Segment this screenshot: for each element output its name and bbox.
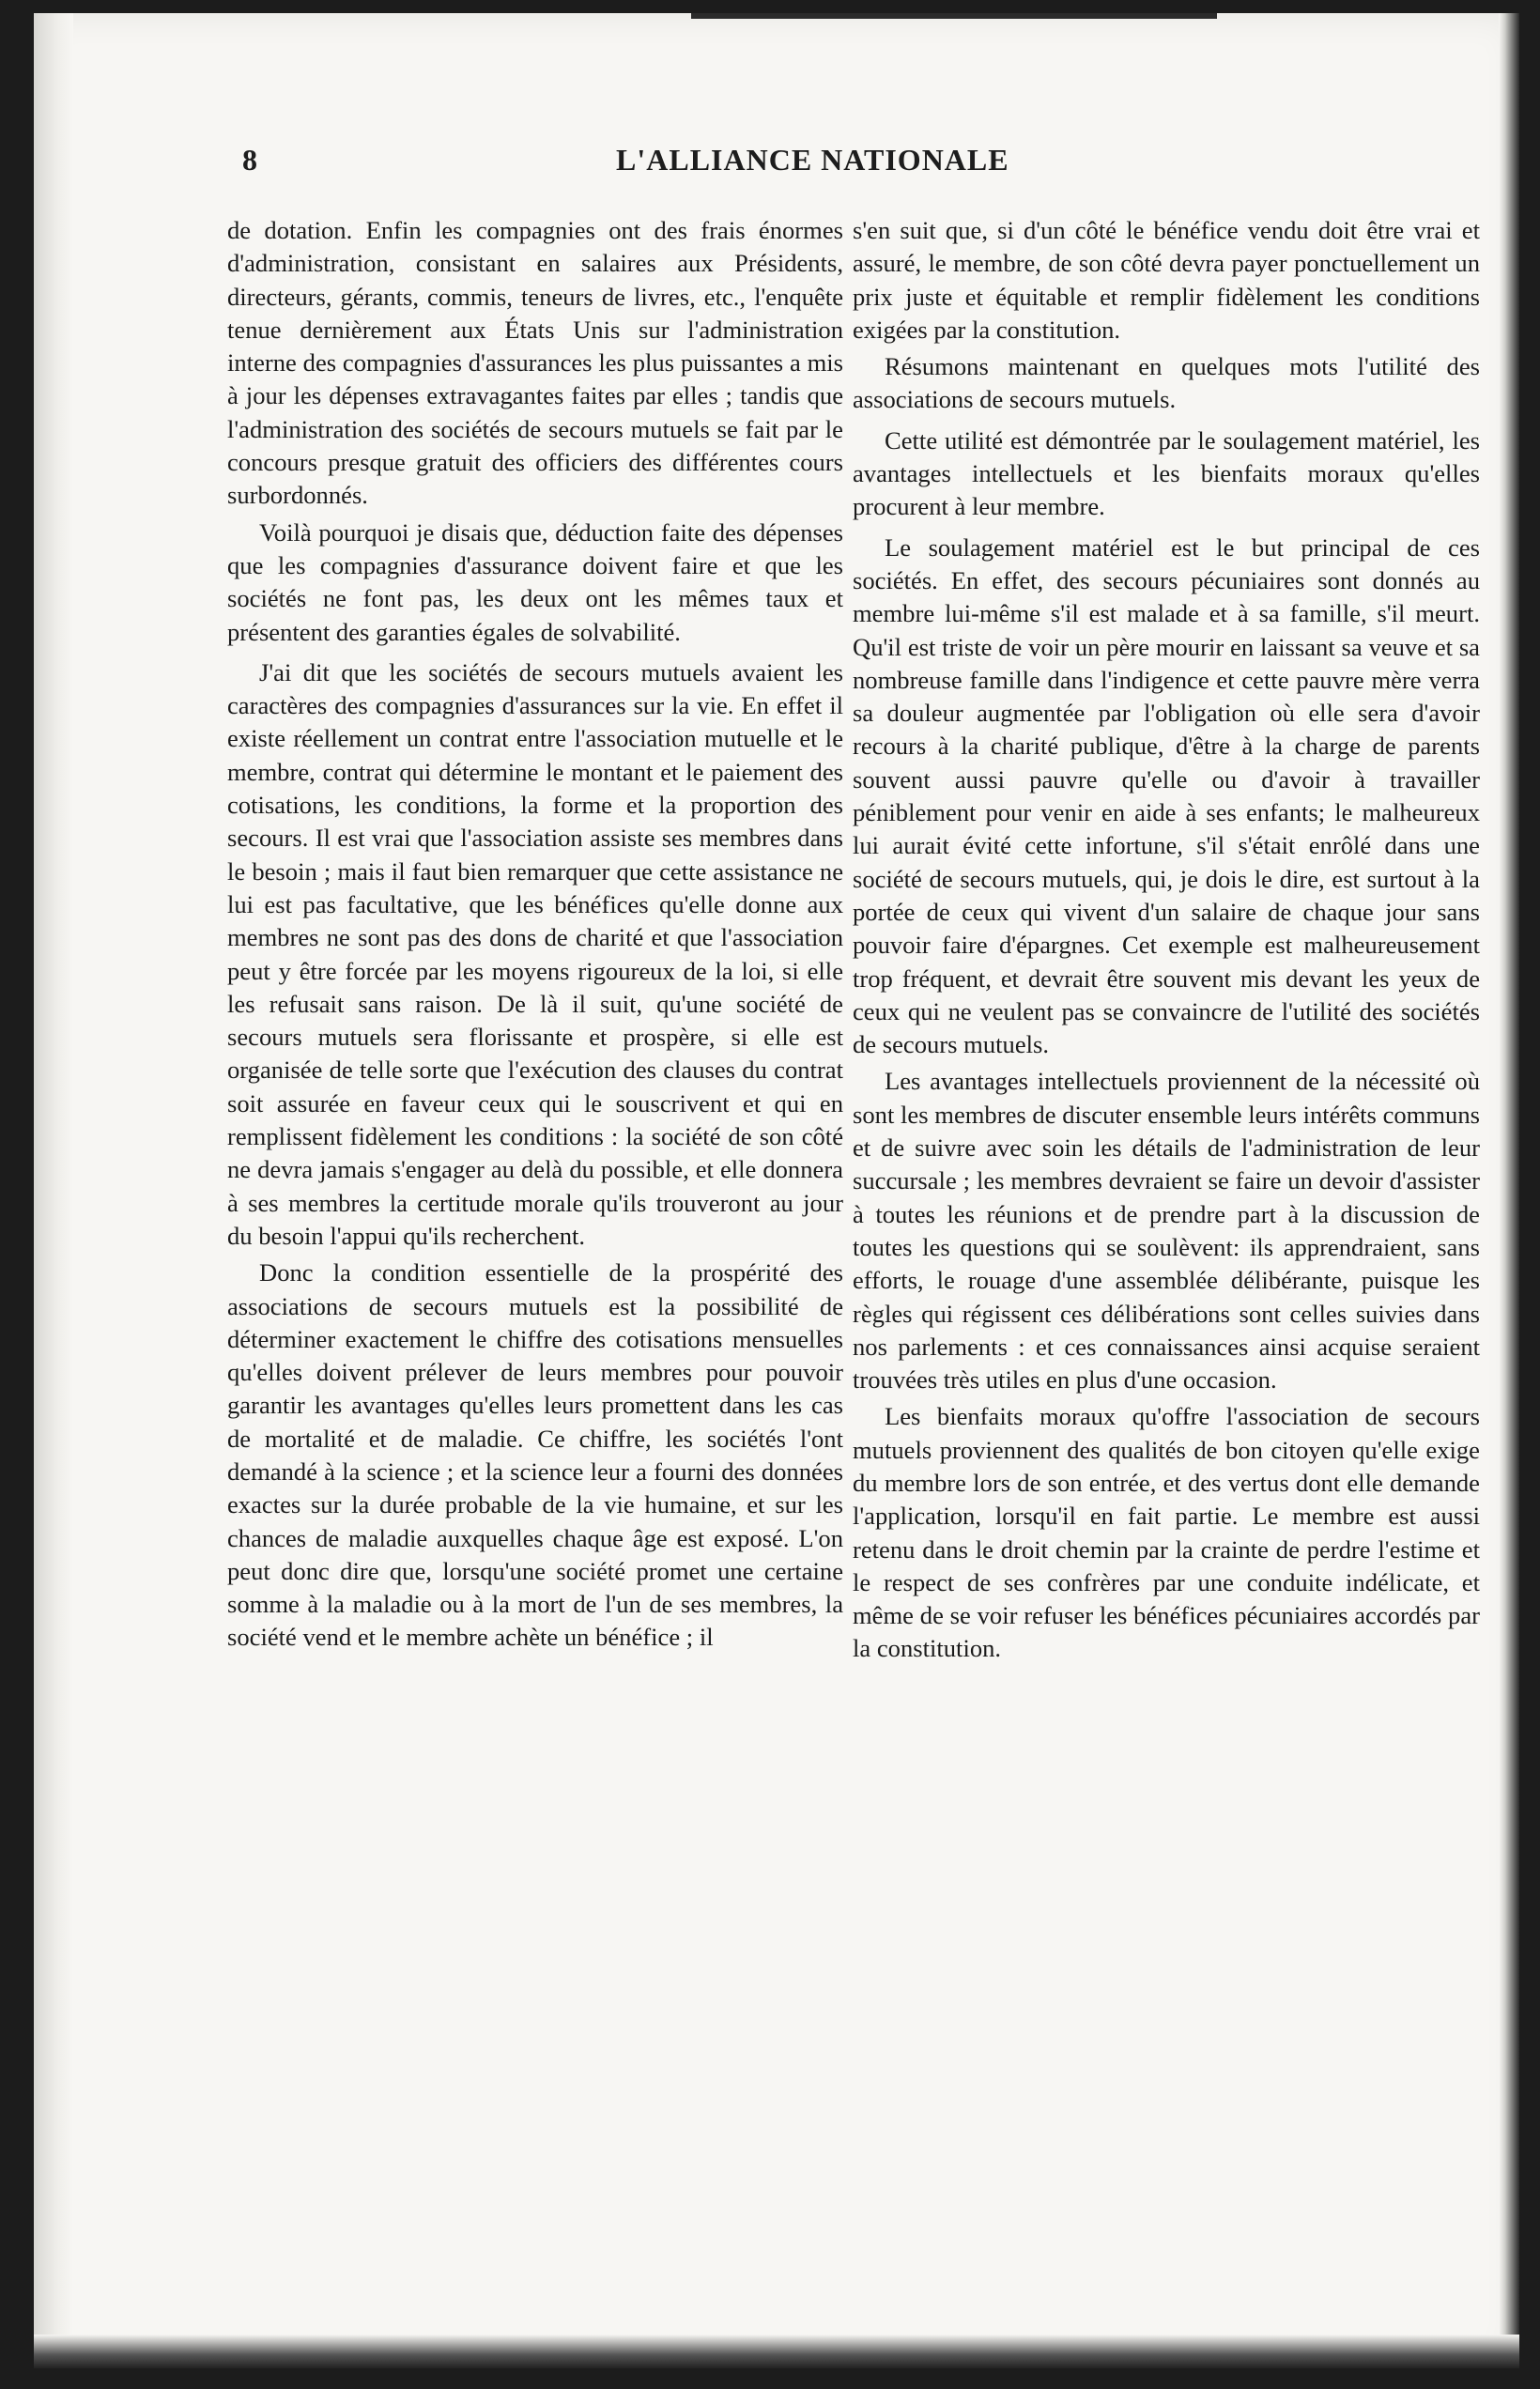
paragraph: Les bienfaits moraux qu'offre l'association de secours mutuels proviennent des qualités de bon citoyen qu'elle exige du membre lors de son entrée, et des vertus dont elle demande l'application, lorsqu'il en fait partie. Le membre est aussi retenu dans le droit chemin par la crainte de perdre l'estime et le respect de ses confrères par une conduite indélicate, et même de se voir refuser les bénéfices pécuniaires accordés par la constitution. [853, 1402, 1480, 1663]
running-header [34, 135, 1519, 192]
paragraph: Voilà pourquoi je disais que, déduction faite des dépenses que les compagnies d'assurance doivent faire et que les sociétés ne font pas, les deux ont les mêmes taux et présentent des garanties égales de solvabilité. [227, 517, 843, 646]
page-number: 8 [242, 143, 257, 177]
paragraph: Cette utilité est démontrée par le soulagement matériel, les avantages intellectuels et les bienfaits moraux qu'elles procurent à leur membre. [853, 425, 1480, 521]
right-column [853, 214, 1480, 1670]
paragraph: J'ai dit que les sociétés de secours mutuels avaient les caractères des compagnies d'assurances sur la vie. En effet il existe réellement un contrat entre l'association mutuelle et le membre, contrat qui détermine le montant et le paiement des cotisations, les conditions, la forme et la proportion des secours. Il est vrai que l'association assiste ses membres dans le besoin ; mais il faut bien remarquer que cette assistance ne lui est pas facultative, que les bénéfices qu'elle donne aux membres ne sont pas des dons de charité et que l'association peut y être forcée par les moyens rigoureux de la loi, si elle les refusait sans raison. De là il suit, qu'une société de secours mutuels sera florissante et prospère, si elle est organisée de telle sorte que l'exécution des clauses du contrat soit assurée en faveur ceux qui le souscrivent et qui en remplissent fidèlement les conditions : la société de son côté ne devra jamais s'engager au delà du possible, et elle donnera à ses membres la certitude morale qu'ils trouveront au jour du besoin l'appui qu'ils recherchent. [227, 657, 843, 1250]
page-gutter-edge [34, 13, 73, 2368]
running-title: L'ALLIANCE NATIONALE [616, 143, 1009, 177]
scan-top-mark [691, 13, 1217, 19]
paragraph: Résumons maintenant en quelques mots l'utilité des associations de secours mutuels. [853, 352, 1480, 414]
paragraph: s'en suit que, si d'un côté le bénéfice vendu doit être vrai et assuré, le membre, de son côté devra payer ponctuellement un prix juste et équitable et remplir fidèlement les conditions exigées par la constitution. [853, 216, 1480, 344]
paragraph: Les avantages intellectuels proviennent de la nécessité où sont les membres de discuter ensemble leurs intérêts communs et de suivre avec soin les détails de l'administration de leur succursale ; les membres devraient se faire un devoir d'assister à toutes les réunions et de prendre part à la discussion de toutes les questions qui se soulèvent: ils apprendraient, sans efforts, le rouage d'une assemblée délibérante, puisque les règles qui régissent ces délibérations sont celles suivies dans nos parlements : et ces connaissances ainsi acquise seraient trouvées très utiles en plus d'une occasion. [853, 1067, 1480, 1395]
scan-bottom-band [34, 2335, 1519, 2368]
left-column [227, 214, 843, 1658]
paragraph: de dotation. Enfin les compagnies ont des frais énormes d'administration, consistant en salaires aux Présidents, directeurs, gérants, commis, teneurs de livres, etc., l'enquête tenue dernièrement aux États Unis sur l'administration interne des compagnies d'assurances les plus puissantes a mis à jour les dépenses extravagantes faites par elles ; tandis que l'administration des sociétés de secours mutuels se fait par le concours presque gratuit des officiers des différentes cours surbordonnés. [227, 216, 843, 510]
page-right-edge [1499, 13, 1519, 2368]
document-page [34, 13, 1519, 2368]
paragraph: Donc la condition essentielle de la prospérité des associations de secours mutuels est la possibilité de déterminer exactement le chiffre des cotisations mensuelles qu'elles doivent prélever de leurs membres pour pouvoir garantir les avantages qu'elles leurs promettent dans les cas de mortalité et de maladie. Ce chiffre, les sociétés l'ont demandé à la science ; et la science leur a fourni des données exactes sur la durée probable de la vie humaine, et sur les chances de maladie auxquelles chaque âge est exposé. L'on peut donc dire que, lorsqu'une société promet une certaine somme à la maladie ou à la mort de l'un de ses membres, la société vend et le membre achète un bénéfice ; il [227, 1258, 843, 1652]
paragraph: Le soulagement matériel est le but principal de ces sociétés. En effet, des secours pécuniaires sont donnés au membre lui-même s'il est malade et à sa famille, s'il meurt. Qu'il est triste de voir un père mourir en laissant sa veuve et sa nombreuse famille dans l'indigence et cette pauvre mère verra sa douleur augmentée par l'obligation où elle sera d'avoir recours à la charité publique, d'être à la charge de parents souvent aussi pauvre qu'elle ou d'avoir à travailler péniblement pour venir en aide à ses enfants; le malheureux lui aurait évité cette infortune, s'il s'était enrôlé dans une société de secours mutuels, qui, je dois le dire, est surtout à la portée de ceux qui vivent d'un salaire de chaque jour sans pouvoir faire d'épargnes. Cet exemple est malheureusement trop fréquent, et devrait être souvent mis devant les yeux de ceux qui ne veulent pas se convaincre de l'utilité des sociétés de secours mutuels. [853, 532, 1480, 1059]
